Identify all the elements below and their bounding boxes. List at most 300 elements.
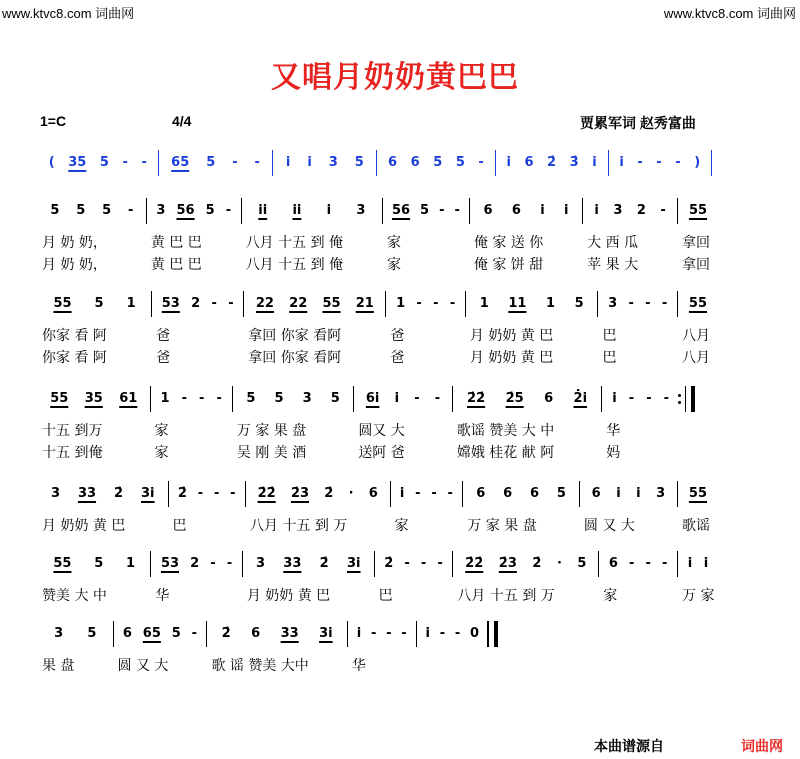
note-token: 55 — [50, 391, 69, 406]
note-token: - — [660, 203, 666, 218]
note-token: 2̇ — [324, 486, 334, 501]
note-token: 5 — [171, 626, 181, 641]
lyric-line: 你家 看 阿 — [42, 328, 107, 344]
note-token: - — [386, 626, 392, 641]
measure-notes — [580, 481, 678, 507]
lyric-line: 爸 — [390, 350, 405, 366]
measure-notes — [678, 551, 718, 577]
note-token: - — [415, 486, 421, 501]
measure-notes — [151, 386, 233, 412]
measure-notes — [391, 481, 464, 507]
note-token: 2̇ — [547, 155, 557, 170]
note-token: 5 — [206, 155, 216, 170]
note-token: 2̇ — [384, 556, 394, 571]
measure — [470, 198, 583, 276]
measure-notes — [38, 150, 159, 176]
note-token: 55 — [53, 296, 72, 311]
note-token: 61 — [119, 391, 138, 406]
note-token: i — [285, 155, 291, 170]
measure-notes — [169, 481, 246, 507]
source-label: 本曲谱源自 — [594, 739, 664, 755]
note-token: - — [663, 391, 670, 406]
note-token: 6 — [524, 155, 534, 170]
note-token: 5 — [577, 556, 587, 571]
score-line-1 — [38, 198, 718, 276]
measure-notes — [599, 551, 678, 577]
song-title: 又唱月奶奶黄巴巴 — [271, 60, 519, 95]
measure — [463, 481, 580, 537]
lyric-line: 歌谣 — [681, 518, 710, 534]
note-token: 6i — [365, 391, 380, 406]
note-token: - — [662, 556, 668, 571]
measure-notes — [114, 621, 208, 647]
lyric-line: 华 — [606, 423, 621, 439]
note-token: 6 — [503, 486, 513, 501]
measure — [453, 386, 602, 464]
lyric-line: 华 — [155, 588, 170, 604]
note-token: - — [437, 556, 443, 571]
note-token: 5 — [330, 391, 340, 406]
lyric-line: 俺 家 饼 甜 — [473, 257, 544, 273]
note-token: - — [225, 203, 232, 218]
note-token: 3 — [50, 486, 61, 501]
note-token: 1 — [545, 296, 556, 311]
lyric-line: 家 — [154, 423, 169, 439]
note-token: - — [416, 296, 422, 311]
lyric-line: 月 奶奶 黄 巴 — [42, 518, 126, 534]
measure — [583, 198, 678, 276]
note-token: 55 — [322, 296, 341, 311]
note-token: 3 — [613, 203, 623, 218]
measure — [242, 198, 383, 276]
note-token: i — [592, 155, 597, 170]
score-line-6 — [38, 621, 498, 677]
note-token: 5 — [420, 203, 430, 218]
note-token: 2̇5 — [505, 391, 524, 406]
measure-notes — [377, 150, 495, 176]
measure-notes — [463, 481, 580, 507]
lyric-line: 八月 十五 到 俺 — [245, 235, 344, 251]
lyric-line: 拿回 你家 看阿 — [248, 350, 342, 366]
note-token: 33 — [283, 556, 302, 571]
source-site-link[interactable]: 词曲网 — [741, 739, 783, 755]
lyric-line: 十五 到万 — [42, 423, 103, 439]
lyric-line: 巴 — [172, 518, 187, 534]
note-token: 1 — [125, 556, 136, 571]
note-token: 33 — [280, 626, 299, 641]
note-token: 5 — [556, 486, 566, 501]
note-token: - — [404, 556, 410, 571]
lyric-line: 嫦娥 桂花 献 阿 — [456, 445, 555, 461]
note-token: 56 — [176, 203, 195, 218]
measure-notes — [243, 551, 375, 577]
note-token: - — [414, 391, 420, 406]
note-token: 6 — [591, 486, 601, 501]
note-token: 55 — [688, 486, 708, 501]
measure — [383, 198, 470, 276]
note-token: - — [646, 391, 652, 406]
measure-notes — [38, 291, 152, 317]
note-token: 5 — [94, 556, 104, 571]
note-token: - — [656, 155, 662, 170]
note-token: - — [478, 155, 484, 170]
lyric-line: 万 家 果 盘 — [467, 518, 537, 534]
lyric-line: 大 西 瓜 — [587, 235, 639, 251]
lyric-line: 家 — [394, 518, 409, 534]
note-token: i — [399, 486, 405, 501]
measure — [38, 621, 114, 677]
note-token: 6 — [251, 626, 261, 641]
note-token: 3 — [156, 203, 166, 218]
measure-notes — [609, 150, 712, 176]
note-token: 5 — [205, 203, 215, 218]
measure-notes — [453, 386, 602, 412]
lyric-line: 俺 家 送 你 — [473, 235, 544, 251]
lyric-line: 巴 — [602, 328, 617, 344]
note-token: - — [197, 486, 204, 501]
note-token: 6 — [388, 155, 398, 170]
lyric-line: 黄 巴 巴 — [150, 235, 202, 251]
measure-notes — [348, 621, 417, 647]
note-token: - — [370, 626, 377, 641]
note-token: 11 — [508, 296, 527, 311]
measure-notes — [38, 551, 151, 577]
note-token: 6 — [122, 626, 132, 641]
note-token: 1 — [160, 391, 170, 406]
note-token: 2̇3 — [290, 486, 310, 501]
note-token: - — [232, 155, 238, 170]
site-watermark-left: www.ktvc8.com 词曲网 — [2, 6, 135, 21]
measure — [169, 481, 246, 537]
lyric-line: 月 奶奶 黄 巴 — [469, 328, 554, 344]
score-line-5 — [38, 551, 718, 607]
note-token: 35 — [68, 155, 87, 170]
note-token: - — [447, 486, 453, 501]
note-token: - — [628, 391, 635, 406]
note-token: 35 — [84, 391, 103, 406]
lyric-line: 拿回 你家 看阿 — [248, 328, 342, 344]
note-token: 2 — [191, 296, 201, 311]
note-token: - — [454, 626, 461, 641]
note-token: 5 — [87, 626, 97, 641]
measure — [152, 291, 244, 369]
credits: 贾累军词 赵秀富曲 — [580, 115, 696, 131]
measure-notes — [453, 551, 599, 577]
note-token: 6 — [530, 486, 540, 501]
note-token: i — [594, 203, 599, 218]
measure — [207, 621, 347, 677]
lyric-line: 八月 十五 到 万 — [457, 588, 555, 604]
note-token: - — [675, 155, 681, 170]
note-token: 3 — [328, 155, 338, 170]
measure-notes — [246, 481, 391, 507]
measure-notes — [151, 551, 242, 577]
score-line-2 — [38, 291, 718, 369]
note-token: 5 — [433, 155, 443, 170]
note-token: - — [433, 296, 439, 311]
note-token: - — [449, 296, 456, 311]
note-token: 55 — [688, 203, 708, 218]
note-token: · — [348, 486, 354, 501]
note-token: i — [564, 203, 569, 218]
note-token: 2̇ — [532, 556, 542, 571]
note-token: - — [226, 556, 233, 571]
measure-notes — [233, 386, 354, 412]
note-token: - — [216, 391, 222, 406]
note-token: - — [645, 556, 651, 571]
measure — [151, 386, 233, 464]
note-token: 53 — [160, 556, 180, 571]
note-token: 5 — [354, 155, 364, 170]
note-token: 6 — [544, 391, 554, 406]
measure — [602, 386, 695, 464]
note-token: 1 — [396, 296, 406, 311]
note-token: i — [425, 626, 430, 641]
note-token: 3̇ — [569, 155, 579, 170]
note-token: - — [213, 486, 220, 501]
measure-notes — [386, 291, 465, 317]
measure — [151, 551, 242, 607]
time-signature: 4/4 — [172, 113, 192, 129]
lyric-line: 拿回 — [682, 257, 711, 273]
measure-notes — [38, 198, 147, 224]
measure — [38, 198, 147, 276]
measure — [159, 150, 274, 184]
lyric-line: 八月 十五 到 万 — [249, 518, 348, 534]
lyric-line: 家 — [603, 588, 618, 604]
measure-notes — [207, 621, 347, 647]
score-line-4 — [38, 481, 718, 537]
note-token: 2 — [190, 556, 200, 571]
note-token: 55 — [53, 556, 72, 571]
note-token: - — [637, 155, 643, 170]
measure-notes — [598, 291, 677, 317]
lyric-line: 月 奶奶 黄 巴 — [246, 588, 331, 604]
note-token: i — [703, 556, 709, 571]
note-token: i — [636, 486, 641, 501]
note-token: i — [307, 155, 312, 170]
note-token: 1 — [479, 296, 489, 311]
note-token: 5 — [274, 391, 284, 406]
measure-notes — [496, 150, 609, 176]
measure — [678, 291, 718, 369]
note-token: - — [228, 296, 234, 311]
note-token: 3 — [255, 556, 266, 571]
measure — [609, 150, 712, 184]
measure — [391, 481, 464, 537]
lyric-line: 华 — [351, 658, 366, 674]
note-token: i — [540, 203, 545, 218]
measure-notes — [678, 198, 718, 224]
note-token: 33 — [77, 486, 97, 501]
note-token: 5 — [102, 203, 112, 218]
note-token: 2̇2̇ — [257, 486, 276, 501]
measure — [417, 621, 498, 655]
measure — [678, 551, 718, 607]
note-token: 3 — [356, 203, 366, 218]
measure — [114, 621, 208, 677]
note-token: - — [254, 155, 260, 170]
note-token: - — [661, 296, 668, 311]
measure — [38, 551, 151, 607]
note-token: ii — [292, 203, 302, 218]
note-token: 2̇ — [221, 626, 231, 641]
note-token: - — [181, 391, 187, 406]
lyric-line: 圆 又 大 — [117, 658, 169, 674]
note-token: ) — [694, 155, 701, 170]
measure — [244, 291, 386, 369]
measure — [678, 198, 718, 276]
note-token: 5 — [50, 203, 60, 218]
measure-notes — [38, 481, 169, 507]
measure — [580, 481, 678, 537]
measure — [38, 291, 152, 369]
lyric-line: 月 奶奶 黄 巴 — [469, 350, 554, 366]
note-token: - — [210, 556, 216, 571]
note-token: 65 — [171, 155, 190, 170]
measure — [453, 551, 599, 607]
note-token: 5 — [246, 391, 256, 406]
note-token: - — [420, 556, 427, 571]
site-watermark-right: www.ktvc8.com 词曲网 — [663, 6, 796, 21]
note-token: 6 — [368, 486, 378, 501]
note-token: - — [191, 626, 197, 641]
lyric-line: 送阿 爸 — [358, 445, 405, 461]
note-token: 2̇2̇ — [465, 556, 484, 571]
note-token: 6 — [511, 203, 521, 218]
note-token: i — [326, 203, 332, 218]
note-token: · — [556, 556, 562, 571]
measure — [147, 198, 242, 276]
lyric-line: 万 家 — [682, 588, 715, 604]
note-token: 65 — [142, 626, 161, 641]
measure-notes — [354, 386, 453, 412]
note-token: 3i — [347, 556, 361, 571]
note-token: 56 — [391, 203, 411, 218]
note-token: - — [434, 391, 441, 406]
note-token: 5 — [455, 155, 465, 170]
lyric-line: 爸 — [156, 350, 171, 366]
lyric-line: 爸 — [156, 328, 171, 344]
measure-notes — [466, 291, 599, 317]
note-token: 2̇i — [573, 391, 588, 406]
lyric-line: 拿回 — [682, 235, 711, 251]
measure — [273, 150, 377, 184]
measure-notes — [383, 198, 470, 224]
note-token: i — [356, 626, 362, 641]
measure — [354, 386, 453, 464]
measure — [246, 481, 391, 537]
lyric-line: 爸 — [390, 328, 405, 344]
measure — [599, 551, 678, 607]
lyric-line: 吴 刚 美 酒 — [236, 445, 307, 461]
note-token: - — [127, 203, 134, 218]
key-signature: 1=C — [40, 113, 67, 129]
measure — [348, 621, 417, 677]
lyric-line: 圆又 大 — [358, 423, 405, 439]
note-token: 6 — [410, 155, 420, 170]
measure — [375, 551, 454, 607]
measure — [598, 291, 677, 369]
note-token: 1 — [126, 296, 136, 311]
note-token: - — [199, 391, 205, 406]
measure — [386, 291, 465, 369]
note-token: 21 — [355, 296, 374, 311]
lyric-line: 歌谣 赞美 大 中 — [456, 423, 555, 439]
note-token: 6 — [476, 486, 486, 501]
note-token: 53 — [161, 296, 180, 311]
note-token: 5 — [94, 296, 104, 311]
note-token: 2̇ — [114, 486, 124, 501]
measure-notes — [417, 621, 498, 647]
measure — [233, 386, 354, 464]
note-token: - — [439, 626, 446, 641]
measure — [466, 291, 599, 369]
lyric-line: 家 — [386, 235, 401, 251]
note-token: - — [141, 155, 147, 170]
note-token: - — [454, 203, 460, 218]
lyric-line: 歌 谣 赞美 大中 — [211, 658, 309, 674]
note-token: 5 — [574, 296, 584, 311]
measure-notes — [273, 150, 377, 176]
measure — [496, 150, 609, 184]
lyric-line: 赞美 大 中 — [42, 588, 107, 604]
lyric-line: 苹 果 大 — [587, 257, 639, 273]
measure-notes — [242, 198, 383, 224]
measure-notes — [38, 621, 114, 647]
lyric-line: 家 — [386, 257, 401, 273]
note-token: - — [439, 203, 445, 218]
measure — [38, 386, 151, 464]
measure-notes — [470, 198, 583, 224]
lyric-line: 你家 看 阿 — [42, 350, 107, 366]
measure-notes — [38, 386, 151, 412]
note-token: 3 — [656, 486, 666, 501]
lyric-line: 果 盘 — [42, 658, 75, 674]
lyric-line: 八月 — [681, 350, 710, 366]
measure-notes — [244, 291, 386, 317]
note-token: 3 — [302, 391, 312, 406]
note-token: i — [687, 556, 693, 571]
note-token: - — [401, 626, 407, 641]
note-token: 6 — [483, 203, 493, 218]
lyric-line: 妈 — [606, 445, 621, 461]
lyric-line: 万 家 果 盘 — [236, 423, 307, 439]
measure — [377, 150, 495, 184]
note-token: 2 — [636, 203, 646, 218]
note-token: i — [612, 391, 617, 406]
lyric-line: 十五 到俺 — [42, 445, 103, 461]
note-token: - — [211, 296, 217, 311]
note-token: i — [619, 155, 624, 170]
lyric-line: 月 奶 奶， — [42, 257, 107, 273]
note-token: ii — [258, 203, 268, 218]
lyric-line: 巴 — [602, 350, 617, 366]
note-token: 3 — [608, 296, 618, 311]
measure-notes — [159, 150, 274, 176]
note-token: 3i — [141, 486, 155, 501]
note-token: 5 — [76, 203, 86, 218]
lyric-line: 八月 — [681, 328, 710, 344]
measure — [678, 481, 718, 537]
note-token: - — [645, 296, 651, 311]
measure-notes — [583, 198, 678, 224]
note-token: 6 — [608, 556, 618, 571]
note-token: - — [628, 296, 634, 311]
measure-notes — [602, 386, 695, 412]
note-token: 3i — [319, 626, 333, 641]
lyric-line: 八月 十五 到 俺 — [245, 257, 344, 273]
